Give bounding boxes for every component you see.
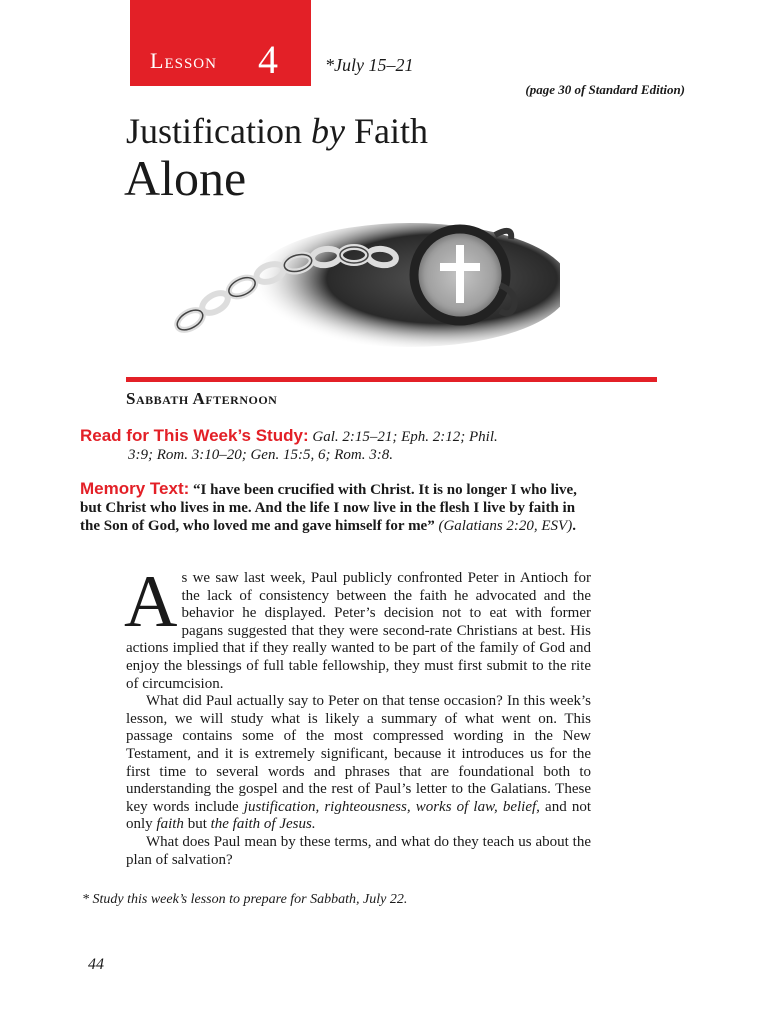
lesson-label: Lesson [150,48,217,73]
paragraph-2-text: What did Paul actually say to Peter on that tense occasion? In this week’s lesson, we will study what is likely a summary of what went on. This passage contains some of the most compressed wording in the New Testament, and it is extremely significant, because it introduces us for the first time to several words and phrases that are foundational both to understanding the gospel and the rest of Paul’s letter to the Galatians. These key words include [126,693,591,815]
section-heading: Sabbath Afternoon [126,389,278,408]
page-title-line2: Alone [124,150,247,206]
read-refs-line2: 3:9; Rom. 3:10–20; Gen. 15:5, 6; Rom. 3:8. [128,447,393,463]
footnote: * Study this week’s lesson to prepare for Sabbath, July 22. [82,892,408,907]
title-part1: Justification [126,111,311,151]
memory-end: . [572,518,576,534]
lesson-dates: *July 15–21 [325,55,414,75]
paragraph-3: What does Paul mean by these terms, and what do they teach us about the plan of salvation? [126,833,591,868]
paragraph-1-text: s we saw last week, Paul publicly confronted Peter in Antioch for the lack of consistency between the faith he advocated and the behavior he displayed. Peter’s decision not to eat with former pagans suggested that they were second-rate Christians at best. His actions implied that if they really wanted to be part of the family of God and enjoy the blessings of full table fellowship, they must first submit to the rite of circumcision. [126,570,591,692]
title-by: by [310,111,345,151]
title-part2: Faith [344,111,428,151]
paragraph-2-connector: and not only [126,798,591,833]
page-title [126,111,428,151]
drop-cap: A [124,561,178,643]
memory-reference: (Galatians 2:20, ESV) [434,518,573,534]
lesson-body [124,561,591,869]
paragraph-2-connector-2: but [183,816,211,833]
memory-quote: “I have been crucified with Christ. It is no longer I who live, but Christ who lives in me. And the life I now live in the flesh I live by faith in the Son of God, who loved me and gave himself for me” [80,482,577,534]
key-words-faith-of-jesus: the faith of Jesus. [210,816,316,833]
section-divider [126,377,657,382]
memory-label: Memory Text: [80,479,190,498]
paragraph-1 [124,561,591,693]
standard-edition-note: (page 30 of Standard Edition) [525,82,685,97]
read-for-study [80,427,600,464]
lesson-badge [130,0,311,86]
read-label: Read for This Week’s Study: [80,426,309,445]
paragraph-2 [126,693,591,834]
page-number: 44 [88,956,104,973]
key-word-faith: faith [156,816,184,833]
read-refs-line1: Gal. 2:15–21; Eph. 2:12; Phil. [308,429,498,445]
chain-shackle-cross-icon [160,205,560,365]
memory-text [80,480,592,535]
key-words-1: justification, righteousness, works of law, belief, [243,798,540,815]
lesson-number: 4 [258,37,278,82]
